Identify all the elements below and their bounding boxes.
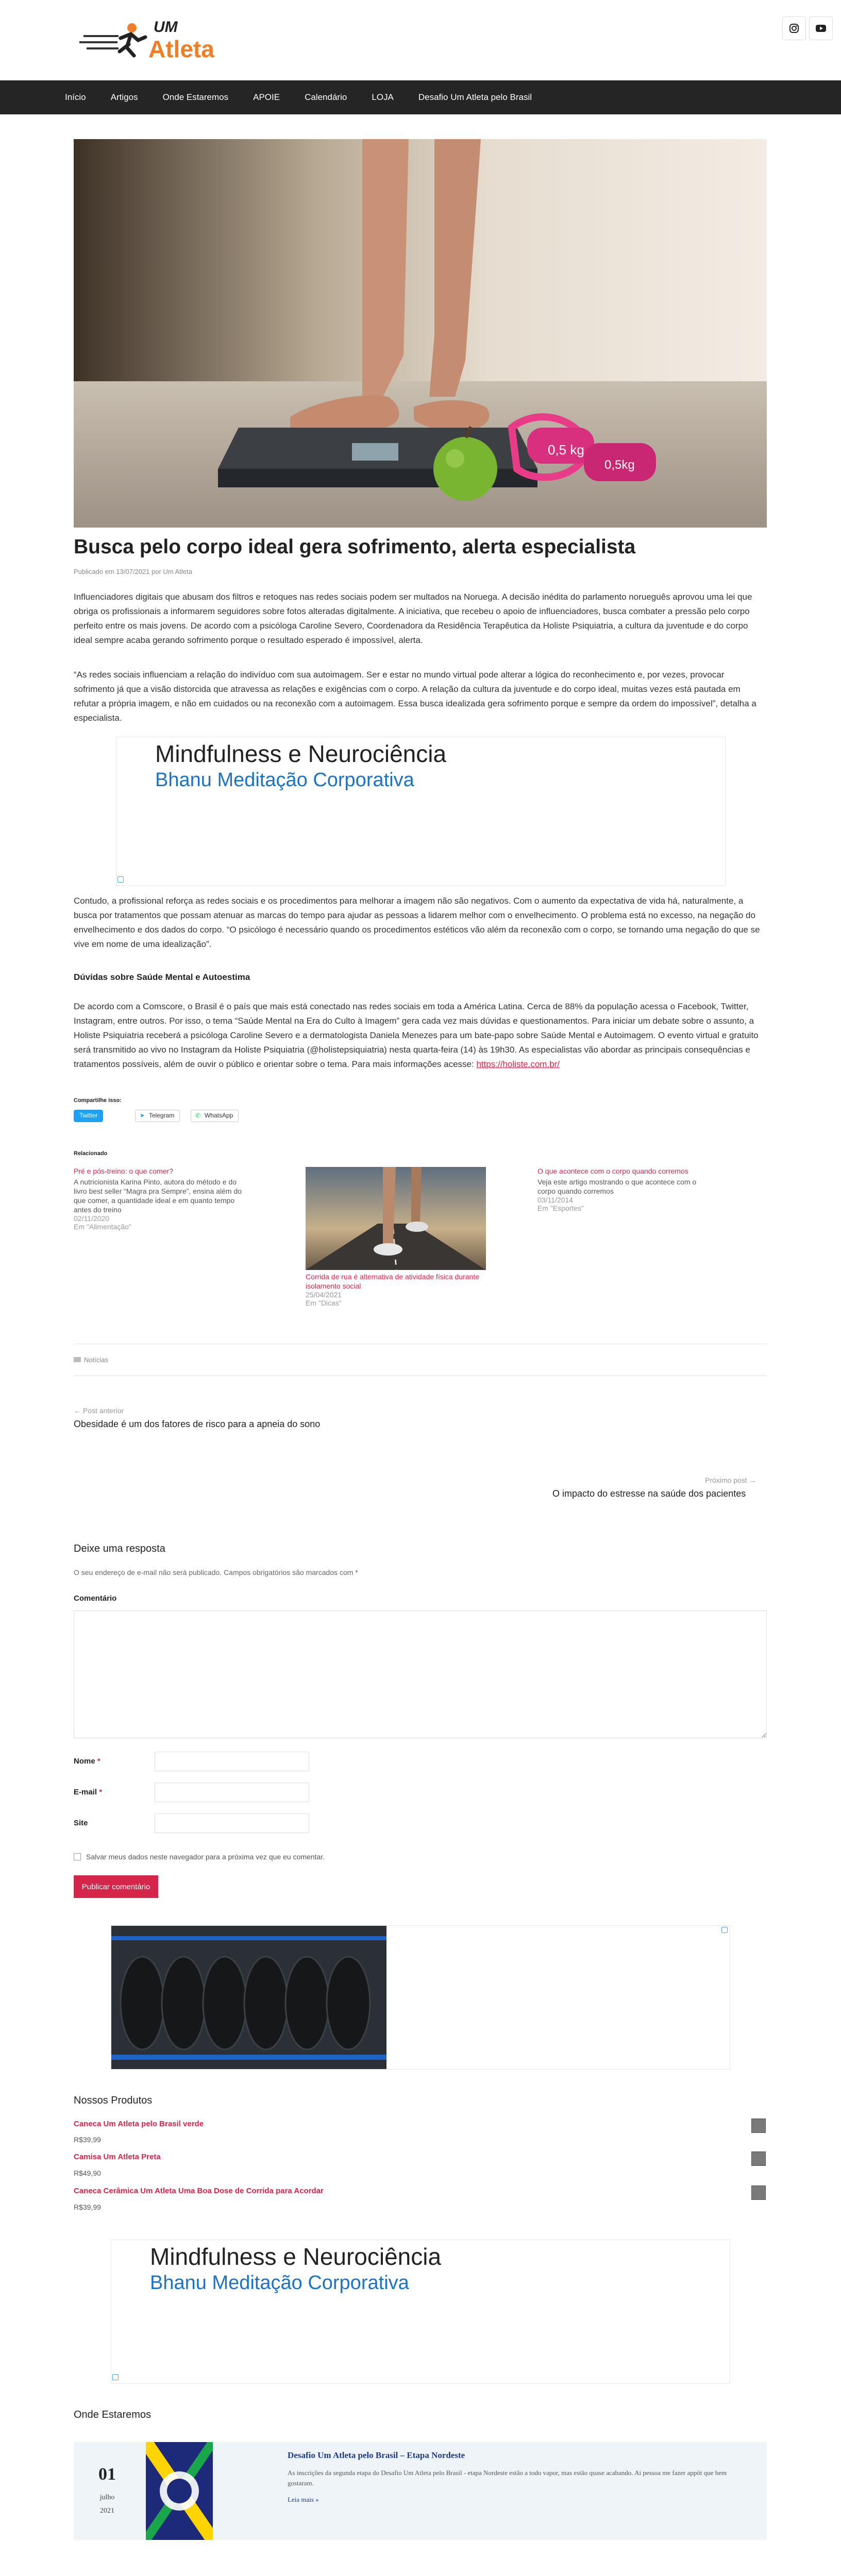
next-post-label: Próximo post →: [705, 1476, 756, 1484]
ad-tires[interactable]: [111, 1925, 730, 2070]
submit-comment-button[interactable]: Publicar comentário: [74, 1875, 158, 1898]
prev-post-link[interactable]: Obesidade é um dos fatores de risco para a apneia do sono: [74, 1419, 321, 1429]
related-item-title[interactable]: O que acontece com o corpo quando corremos: [537, 1167, 688, 1175]
ad-mindfulness-2[interactable]: [111, 2240, 730, 2384]
nav-item-loja[interactable]: LOJA: [372, 92, 394, 102]
product-price: R$49,90: [74, 2169, 101, 2177]
nav-item-artigos[interactable]: Artigos: [110, 92, 138, 102]
event-title[interactable]: Desafio Um Atleta pelo Brasil – Etapa Nordeste: [288, 2450, 465, 2460]
name-input[interactable]: [155, 1752, 309, 1771]
whatsapp-icon: ✆: [195, 1112, 201, 1119]
related-item-excerpt: A nutricionista Karina Pinto, autora do método e do livro best seller “Magra pra Sempre”, ensina além do que comer, a quantidade ideal e em quanto tempo antes do treino: [74, 1178, 242, 1214]
tires-ad-image: [111, 1926, 386, 2069]
related-item-date: 02/11/2020: [74, 1214, 110, 1223]
next-post-link[interactable]: O impacto do estresse na saúde dos pacientes: [552, 1488, 746, 1499]
related-item: [537, 1167, 708, 1212]
related-item-date: 25/04/2021: [306, 1291, 342, 1299]
youtube-link[interactable]: [809, 16, 833, 40]
logo-atleta-text: Atleta: [148, 36, 214, 62]
related-item-category: Em "Esportes": [537, 1204, 584, 1212]
category-link[interactable]: [74, 1356, 108, 1364]
site-input[interactable]: [155, 1814, 309, 1833]
comment-form-heading: Deixe uma resposta: [74, 1543, 165, 1554]
product-link[interactable]: Camisa Um Atleta Preta: [74, 2153, 161, 2161]
name-label: [74, 1757, 100, 1766]
related-item: [306, 1167, 486, 1307]
prev-post-label: ← Post anterior: [74, 1406, 124, 1415]
product-link[interactable]: Caneca Um Atleta pelo Brasil verde: [74, 2120, 204, 2128]
nav-item-onde-estaremos[interactable]: Onde Estaremos: [162, 92, 229, 102]
required-mark: *: [97, 1757, 100, 1766]
holiste-link[interactable]: https://holiste.com.br/: [476, 1059, 560, 1069]
related-item-title[interactable]: Pré e pós-treino: o que comer?: [74, 1167, 173, 1175]
event-card: [74, 2442, 767, 2540]
nav-item-inicio[interactable]: Início: [65, 92, 86, 102]
adchoices-icon[interactable]: [721, 1927, 728, 1933]
main-navigation: [0, 80, 841, 114]
related-label: Relacionado: [74, 1150, 108, 1157]
article-paragraph-1: Influenciadores digitais que abusam dos filtros e retoques nas redes sociais podem ser multados na Noruega. A decisão inédita do parlamento norueguês aprovou uma lei que obriga os profissionais a informarem seguidores sobre fotos alteradas digitalmente. A iniciativa, que recebeu o apoio de influenciadores, busca combater a pressão pelo corpo perfeito entre os mais jovens. De acordo com a psicóloga Caroline Severo, Coordenadora da Residência Terapêutica da Holiste Psiquiatria, a cultura da juventude e do corpo ideal sempre acaba gerando sofrimento porque o resultado esperado é impossível, alerta.: [74, 592, 752, 645]
product-price: R$39,99: [74, 2203, 101, 2211]
adchoices-icon[interactable]: [112, 2374, 119, 2380]
related-item-title[interactable]: Corrida de rua é alternativa de atividade física durante isolamento social: [306, 1273, 479, 1290]
youtube-icon: [815, 24, 827, 33]
site-logo[interactable]: [77, 15, 247, 67]
share-whatsapp-button[interactable]: [191, 1110, 239, 1122]
email-label-text: E-mail: [74, 1788, 97, 1797]
article-paragraph-4: [74, 999, 767, 1072]
email-input[interactable]: [155, 1783, 309, 1802]
event-month: julho: [99, 2494, 115, 2501]
weight-label-2: 0,5kg: [604, 458, 635, 472]
weight-label-1: 0,5 kg: [548, 442, 584, 457]
category-label: Notícias: [84, 1356, 108, 1364]
event-image[interactable]: [146, 2442, 213, 2540]
folder-icon: [74, 1357, 81, 1362]
ad-title: Mindfulness e Neurociência: [150, 2243, 442, 2270]
instagram-link[interactable]: [782, 16, 806, 40]
event-day: 01: [98, 2465, 116, 2484]
save-data-row: [74, 1853, 325, 1861]
nav-item-calendario[interactable]: Calendário: [305, 92, 347, 102]
product-price: R$39,99: [74, 2136, 101, 2144]
telegram-icon: ➤: [140, 1112, 145, 1119]
instagram-icon: [789, 23, 799, 33]
products-heading: Nossos Produtos: [74, 2095, 153, 2106]
ad-title: Mindfulness e Neurociência: [155, 740, 447, 767]
whatsapp-label: WhatsApp: [205, 1112, 233, 1119]
article-title: Busca pelo corpo ideal gera sofrimento, alerta especialista: [74, 536, 636, 558]
featured-image: [74, 139, 767, 528]
required-mark: *: [99, 1788, 103, 1797]
article-paragraph-3: Contudo, a profissional reforça as redes sociais e os procedimentos para melhorar a imagem não são negativos. Com o aumento da expectativa de vida há, naturalmente, a busca por tratamentos que possam atenuar as marcas do tempo para ajudar as pessoas a lidarem melhor com o envelhecimento. O problema está no excesso, na negação do envelhecimento e dos dados do corpo. “O psicólogo é necessário quando os procedimentos estéticos vão além da reconexão com o corpo, se tornando uma negação do que se vive em nome de uma idealização”.: [74, 896, 760, 949]
nav-item-desafio[interactable]: Desafio Um Atleta pelo Brasil: [418, 92, 532, 102]
site-header: [0, 0, 841, 80]
related-item-thumbnail[interactable]: [306, 1167, 486, 1270]
share-telegram-button[interactable]: [135, 1110, 180, 1122]
name-label-text: Nome: [74, 1757, 95, 1766]
telegram-label: Telegram: [149, 1112, 175, 1119]
events-heading: Onde Estaremos: [74, 2409, 152, 2420]
related-item-category: Em "Alimentação": [74, 1223, 131, 1231]
ad-mindfulness-1[interactable]: [116, 737, 726, 886]
event-description: As inscrições da segunda etapa do Desafio Um Atleta pelo Brasil - etapa Nordeste estão a todo vapor, mas estão quase acabando. Ai pessoa me fazer appôt que bem gostaram.: [288, 2469, 727, 2487]
save-data-checkbox[interactable]: [74, 1853, 81, 1860]
product-thumbnail[interactable]: [751, 2151, 766, 2166]
product-thumbnail[interactable]: [751, 2185, 766, 2200]
logo-um-text: UM: [154, 19, 178, 36]
adchoices-icon[interactable]: [117, 876, 124, 883]
ad-subtitle: Bhanu Meditação Corporativa: [155, 769, 414, 791]
related-item-category: Em "Dicas": [306, 1299, 342, 1307]
comment-form-notice: O seu endereço de e-mail não será publicado. Campos obrigatórios são marcados com *: [74, 1568, 358, 1577]
share-twitter-button[interactable]: Twitter: [74, 1110, 103, 1122]
site-label: Site: [74, 1819, 88, 1827]
event-date: [74, 2442, 141, 2540]
share-label: Compartilhe isso:: [74, 1097, 122, 1104]
product-link[interactable]: Caneca Cerâmica Um Atleta Uma Boa Dose de Corrida para Acordar: [74, 2187, 324, 2195]
event-read-more[interactable]: Leia mais »: [288, 2496, 319, 2503]
save-data-label: Salvar meus dados neste navegador para a próxima vez que eu comentar.: [86, 1853, 325, 1861]
ad-subtitle: Bhanu Meditação Corporativa: [150, 2272, 409, 2294]
article-subheading: Dúvidas sobre Saúde Mental e Autoestima: [74, 972, 250, 982]
related-item-excerpt: Veja este artigo mostrando o que acontece com o corpo quando corremos: [537, 1178, 697, 1195]
comment-label: Comentário: [74, 1594, 117, 1603]
related-item-date: 03/11/2014: [537, 1196, 574, 1204]
nav-item-apoie[interactable]: APOIE: [253, 92, 280, 102]
comment-textarea[interactable]: [74, 1611, 767, 1738]
event-year: 2021: [100, 2507, 114, 2515]
product-thumbnail[interactable]: [751, 2119, 766, 2133]
email-label: [74, 1788, 102, 1797]
article-meta: Publicado em 13/07/2021 por Um Atleta: [74, 568, 192, 575]
paragraph-4-text: De acordo com a Comscore, o Brasil é o país que mais está conectado nas redes sociais em toda a América Latina. Cerca de 88% da população acessa o Facebook, Twitter, Instagram, entre outros. Por isso, o tema “Saúde Mental na Era do Culto à Imagem” gera cada vez mais dúvidas e questionamentos. Para iniciar um debate sobre o assunto, a Holiste Psiquiatria receberá a psicóloga Caroline Severo e a dermatologista Daniela Menezes para um bate-papo sobre Saúde Mental e Autoimagem. O evento virtual e gratuito será transmitido ao vivo no Instagram da Holiste Psiquiatria (@holistepsiquiatria) nesta quarta-feira (14) às 19h30. As especialistas vão abordar as principais consequências e tratamentos possíveis, além de ouvir o público e orientar sobre o tema. Para mais informações acesse:: [74, 1002, 759, 1069]
related-item: [74, 1167, 244, 1231]
article-paragraph-2: “As redes sociais influenciam a relação do indivíduo com sua autoimagem. Ser e estar no mundo virtual pode alterar a lógica do reconhecimento e, por vezes, provocar sofrimento já que a visão distorcida que atravessa as relações e exigências com o corpo. A relação da cultura da juventude e do corpo ideal, muitas vezes está pautada em refutar a própria imagem, e não em cuidados ou na reconexão com a autoimagem. Essa busca idealizada gera sofrimento porque e sempre da ordem do impossível”, detalha a especialista.: [74, 670, 756, 723]
